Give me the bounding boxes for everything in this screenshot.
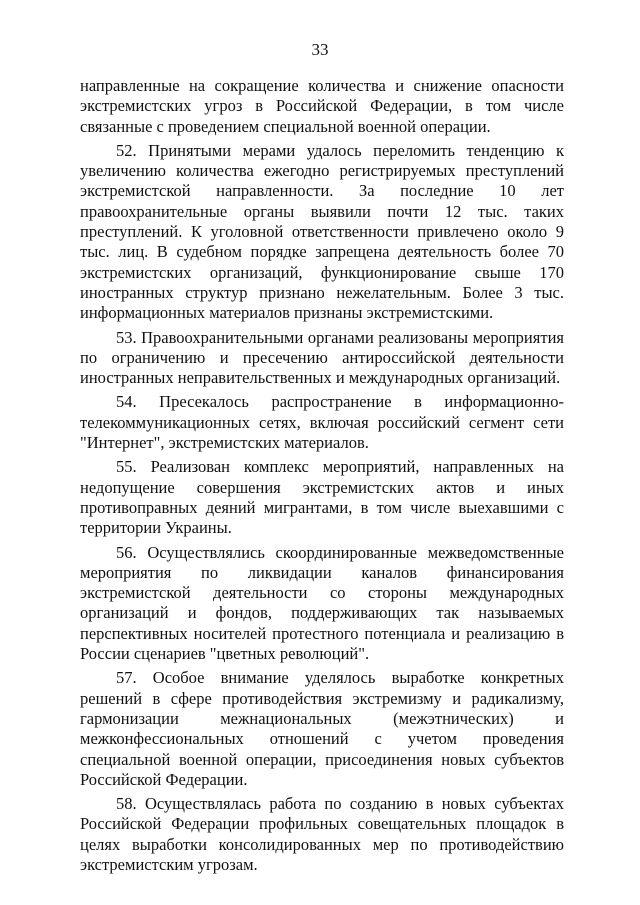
paragraph-54: 54. Пресекалось распространение в информационно-телекоммуникационных сетях, включая российский сегмент сети "Интернет", экстремистских материалов. bbox=[80, 392, 564, 453]
paragraph-56: 56. Осуществлялись скоординированные межведомственные мероприятия по ликвидации каналов финансирования экстремистской деятельности со стороны международных организаций и фондов, поддерживающих так называемых перспективных носителей протестного потенциала и реализацию в России сценариев "цветных революций". bbox=[80, 542, 564, 664]
paragraph-57: 57. Особое внимание уделялось выработке конкретных решений в сфере противодействия экстремизму и радикализму, гармонизации межнациональных (межэтнических) и межконфессиональных отношений с учетом проведения специальной военной операции, присоединения новых субъектов Российской Федерации. bbox=[80, 668, 564, 789]
paragraph-continuation: направленные на сокращение количества и снижение опасности экстремистских угроз в Российской Федерации, в том числе связанные с проведением специальной военной операции. bbox=[80, 76, 564, 136]
paragraph-55: 55. Реализован комплекс мероприятий, направленных на недопущение совершения экстремистских актов и иных противоправных деяний мигрантами, в том числе выехавшими с территории Украины. bbox=[80, 457, 564, 538]
paragraph-53: 53. Правоохранительными органами реализованы мероприятия по ограничению и пресечению антироссийской деятельности иностранных неправительственных и международных организаций. bbox=[80, 327, 564, 388]
document-body bbox=[80, 76, 564, 879]
paragraph-58: 58. Осуществлялась работа по созданию в новых субъектах Российской Федерации профильных совещательных площадок в целях выработки консолидированных мер по противодействию экстремистским угрозам. bbox=[80, 794, 564, 874]
paragraph-52: 52. Принятыми мерами удалось переломить тенденцию к увеличению количества ежегодно регистрируемых преступлений экстремистской направленности. За последние 10 лет правоохранительные органы выявили почти 12 тыс. таких преступлений. К уголовной ответственности привлечено около 9 тыс. лиц. В судебном порядке запрещена деятельность более 70 экстремистских организаций, функционирование свыше 170 иностранных структур признано нежелательным. Более 3 тыс. информационных материалов признаны экстремистскими. bbox=[80, 140, 564, 323]
page-number: 33 bbox=[311, 40, 329, 59]
